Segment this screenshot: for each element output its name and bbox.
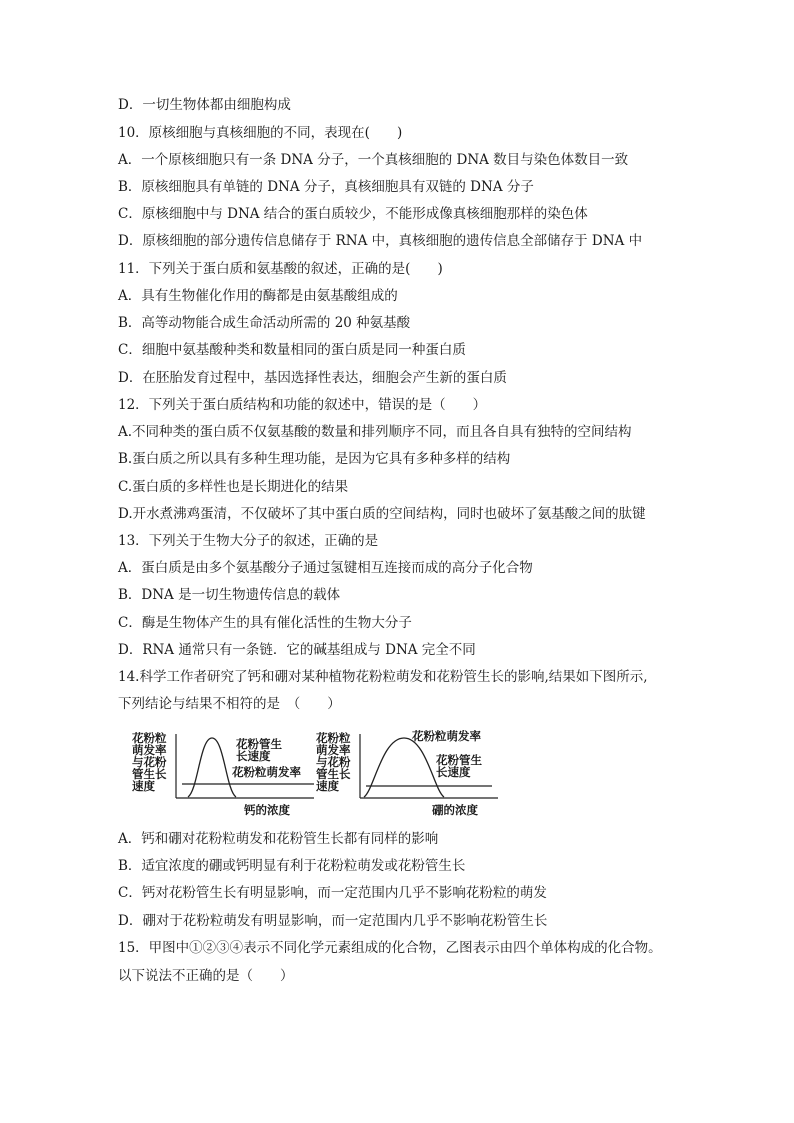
text-line: 10．原核细胞与真核细胞的不同，表现在( ) bbox=[118, 125, 403, 141]
text-line: A．一个原核细胞只有一条 DNA 分子，一个真核细胞的 DNA 数目与染色体数目一致 bbox=[118, 152, 629, 168]
figure-boron bbox=[312, 730, 502, 820]
fig2-ylabel-2: 萌发率 bbox=[316, 743, 351, 757]
text-line: B．DNA 是一切生物遗传信息的载体 bbox=[118, 587, 341, 603]
fig2-flat-label-2: 长速度 bbox=[436, 765, 471, 779]
text-line: C．细胞中氨基酸种类和数量相同的蛋白质是同一种蛋白质 bbox=[118, 342, 466, 358]
calcium-chart bbox=[128, 730, 318, 820]
fig1-flat-label: 花粉粒萌发率 bbox=[232, 765, 301, 779]
text-line: A.不同种类的蛋白质不仅氨基酸的数量和排列顺序不同，而且各自具有独特的空间结构 bbox=[118, 424, 632, 440]
fig1-ylabel-5: 速度 bbox=[132, 779, 155, 793]
fig1-ylabel-2: 萌发率 bbox=[132, 743, 167, 757]
text-line: 以下说法不正确的是（ ） bbox=[118, 968, 294, 984]
fig2-ylabel-1: 花粉粒 bbox=[316, 731, 351, 745]
fig2-curve-label: 花粉粒萌发率 bbox=[412, 730, 481, 743]
text-line: B.蛋白质之所以具有多种生理功能，是因为它具有多种多样的结构 bbox=[118, 451, 511, 467]
fig1-xlabel: 钙的浓度 bbox=[244, 803, 290, 817]
text-line: 13．下列关于生物大分子的叙述，正确的是 bbox=[118, 533, 379, 549]
text-line: D．原核细胞的部分遗传信息储存于 RNA 中，真核细胞的遗传信息全部储存于 DNA 中 bbox=[118, 233, 643, 249]
text-line: D．硼对于花粉粒萌发有明显影响，而一定范围内几乎不影响花粉管生长 bbox=[118, 913, 548, 929]
fig1-ylabel-4: 管生长 bbox=[132, 767, 167, 781]
text-line: B．高等动物能合成生命活动所需的 20 种氨基酸 bbox=[118, 315, 411, 331]
fig2-ylabel-3: 与花粉 bbox=[316, 755, 351, 769]
text-line: D．RNA 通常只有一条链．它的碱基组成与 DNA 完全不同 bbox=[118, 642, 476, 658]
fig2-bell-curve bbox=[364, 738, 444, 797]
text-line: D．一切生物体都由细胞构成 bbox=[118, 97, 291, 113]
text-line: 11．下列关于蛋白质和氨基酸的叙述，正确的是( ) bbox=[118, 261, 443, 277]
text-line: C．钙对花粉管生长有明显影响，而一定范围内几乎不影响花粉粒的萌发 bbox=[118, 885, 547, 901]
fig2-xlabel: 硼的浓度 bbox=[432, 803, 478, 817]
text-line: 14.科学工作者研究了钙和硼对某种植物花粉粒萌发和花粉管生长的影响,结果如下图所示, bbox=[118, 669, 648, 685]
text-line: 下列结论与结果不相符的是 （ ） bbox=[118, 696, 341, 712]
text-line: D.开水煮沸鸡蛋清，不仅破坏了其中蛋白质的空间结构，同时也破坏了氨基酸之间的肽键 bbox=[118, 506, 646, 522]
text-line: 15．甲图中①②③④表示不同化学元素组成的化合物，乙图表示由四个单体构成的化合物。 bbox=[118, 940, 662, 956]
text-line: A．蛋白质是由多个氨基酸分子通过氢键相互连接而成的高分子化合物 bbox=[118, 560, 533, 576]
figure-calcium bbox=[128, 730, 318, 820]
fig1-bell-curve bbox=[188, 738, 236, 797]
text-line: C．酶是生物体产生的具有催化活性的生物大分子 bbox=[118, 615, 412, 631]
text-line: B．适宜浓度的硼或钙明显有利于花粉粒萌发或花粉管生长 bbox=[118, 858, 466, 874]
fig2-ylabel-4: 管生长 bbox=[316, 767, 351, 781]
fig2-flat-label-1: 花粉管生 bbox=[436, 753, 482, 767]
text-line: D．在胚胎发育过程中，基因选择性表达，细胞会产生新的蛋白质 bbox=[118, 370, 507, 386]
fig2-ylabel-5: 速度 bbox=[316, 779, 339, 793]
fig1-curve-label-1: 花粉管生 bbox=[236, 737, 282, 751]
fig1-ylabel-1: 花粉粒 bbox=[132, 731, 167, 745]
text-line: C．原核细胞中与 DNA 结合的蛋白质较少，不能形成像真核细胞那样的染色体 bbox=[118, 206, 588, 222]
boron-chart bbox=[312, 730, 502, 820]
text-line: B．原核细胞具有单链的 DNA 分子，真核细胞具有双链的 DNA 分子 bbox=[118, 179, 534, 195]
text-line: A．钙和硼对花粉粒萌发和花粉管生长都有同样的影响 bbox=[118, 831, 439, 847]
text-line: C.蛋白质的多样性也是长期进化的结果 bbox=[118, 479, 349, 495]
fig1-ylabel-3: 与花粉 bbox=[132, 755, 167, 769]
fig1-curve-label-2: 长速度 bbox=[236, 749, 271, 763]
text-line: 12．下列关于蛋白质结构和功能的叙述中，错误的是（ ） bbox=[118, 397, 487, 413]
text-line: A．具有生物催化作用的酶都是由氨基酸组成的 bbox=[118, 288, 398, 304]
